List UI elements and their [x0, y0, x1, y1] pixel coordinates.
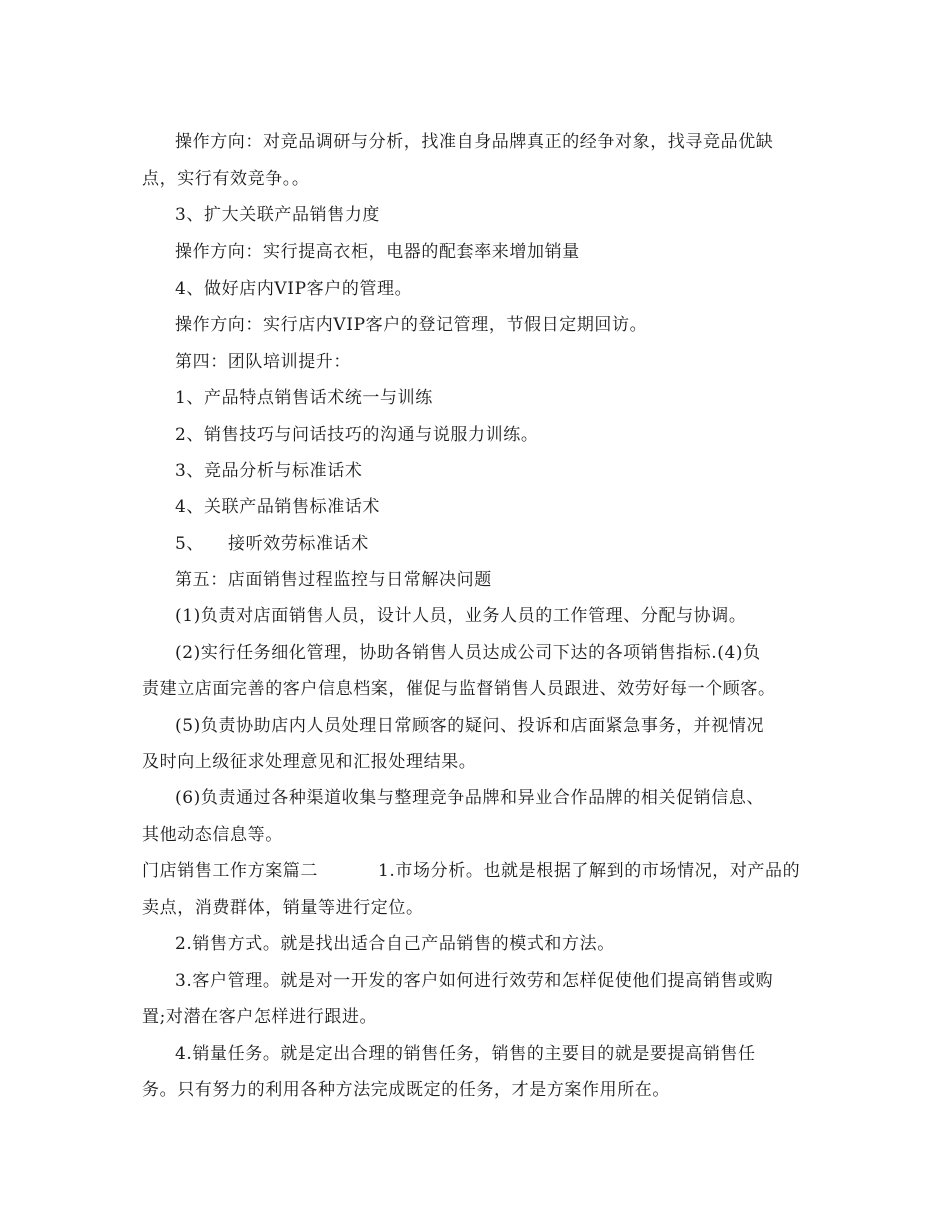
paragraph-line: 4.销量任务。就是定出合理的销售任务，销售的主要目的就是要提高销售任	[175, 1044, 756, 1064]
paragraph-text: 1.市场分析。也就是根据了解到的市场情况，对产品的	[378, 861, 801, 881]
paragraph-line: 4、做好店内VIP客户的管理。	[175, 279, 413, 299]
paragraph-line: (5)负责协助店内人员处理日常顾客的疑问、投诉和店面紧急事务，并视情况	[175, 716, 765, 736]
list-item: 2、销售技巧与问话技巧的沟通与说服力训练。	[175, 425, 539, 445]
paragraph-line: 点，实行有效竞争。。	[142, 169, 310, 189]
paragraph-line: 置;对潜在客户怎样进行跟进。	[142, 1007, 378, 1027]
paragraph-line: 3、扩大关联产品销售力度	[175, 205, 381, 225]
list-item	[175, 532, 820, 556]
paragraph-line: 其他动态信息等。	[142, 825, 283, 845]
paragraph-line: 卖点，消费群体，销量等进行定位。	[142, 898, 424, 918]
list-item-text: 接听效劳标准话术	[228, 534, 369, 554]
section-heading: 第五：店面销售过程监控与日常解决问题	[175, 570, 492, 590]
paragraph-line: 务。只有努力的利用各种方法完成既定的任务，才是方案作用所在。	[142, 1080, 670, 1100]
paragraph-line: 操作方向：实行店内VIP客户的登记管理，节假日定期回访。	[175, 315, 648, 335]
paragraph-line: 2.销售方式。就是找出适合自己产品销售的模式和方法。	[175, 934, 615, 954]
list-item: 1、产品特点销售话术统一与训练	[175, 388, 433, 408]
paragraph-line	[142, 859, 822, 883]
paragraph-line: 操作方向：实行提高衣柜，电器的配套率来增加销量	[175, 242, 580, 262]
paragraph-line: 3.客户管理。就是对一开发的客户如何进行效劳和怎样促使他们提高销售或购	[175, 971, 774, 991]
list-item-number: 5、	[175, 534, 205, 554]
list-item: 3、竞品分析与标准话术	[175, 461, 363, 481]
paragraph-line: 责建立店面完善的客户信息档案，催促与监督销售人员跟进、效劳好每一个顾客。	[142, 679, 776, 699]
paragraph-line: 操作方向：对竞品调研与分析，找准自身品牌真正的经争对象，找寻竞品优缺	[175, 132, 774, 152]
section-heading: 第四：团队培训提升：	[175, 352, 351, 372]
section-title: 门店销售工作方案篇二	[142, 861, 318, 881]
paragraph-line: 及时向上级征求处理意见和汇报处理结果。	[142, 752, 477, 772]
list-item: 4、关联产品销售标准话术	[175, 497, 381, 517]
paragraph-line: (2)实行任务细化管理，协助各销售人员达成公司下达的各项销售指标.(4)负	[175, 643, 761, 663]
paragraph-line: (1)负责对店面销售人员，设计人员，业务人员的工作管理、分配与协调。	[175, 606, 747, 626]
paragraph-line: (6)负责通过各种渠道收集与整理竞争品牌和异业合作品牌的相关促销信息、	[175, 788, 765, 808]
